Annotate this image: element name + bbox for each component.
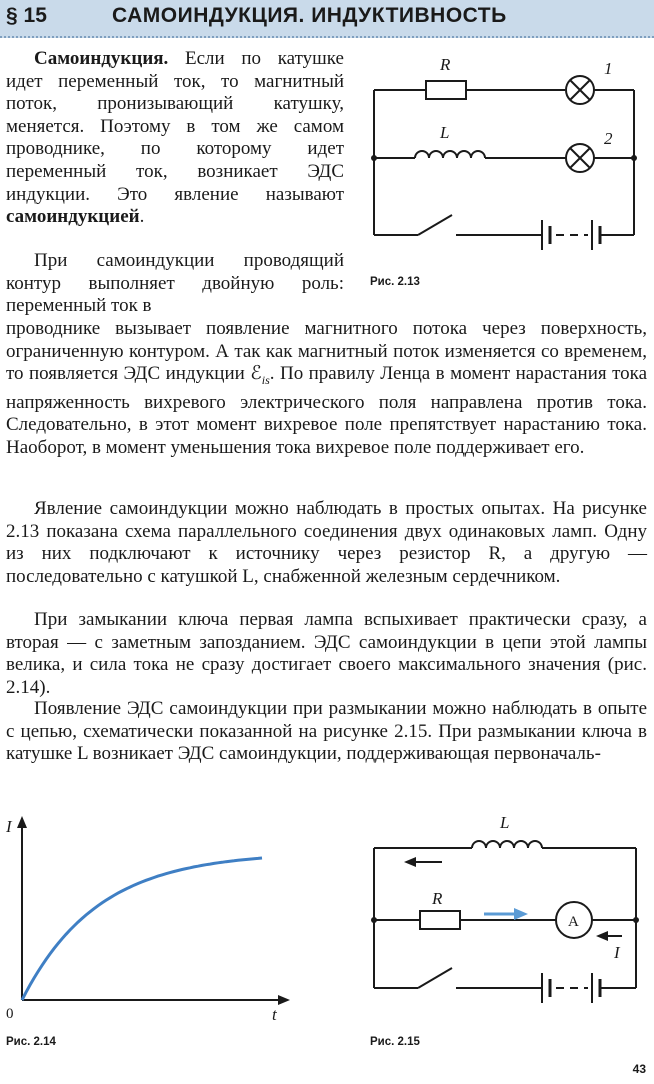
axis-label-t: t — [272, 1005, 277, 1024]
paragraph-experiment — [6, 498, 647, 588]
paragraph-text: . По правилу Ленца в момент нарастания тока напряженность вихревого электрического поля направлена против тока. Следовательно, в этот момент вихревое поле препятствует нарастанию тока. Наоборот, в момент уменьшения тока вихревое поле поддерживает его. — [6, 363, 647, 458]
figure-2-13-circuit — [360, 50, 650, 260]
key-switch — [418, 968, 452, 988]
paragraph-self-induction — [6, 48, 344, 229]
paragraph-text: Появление ЭДС самоиндукции при размыкании можно наблюдать в опыте с цепью, схематически показанной на рисунке 2.15. При размыкании ключа в катушке L возникает ЭДС самоиндукции, поддерживающая первоначаль- — [6, 698, 647, 765]
paragraph-text: проводнике вызывает появление магнитного потока через поверхность, ограниченную контуром. А так как магнитный поток изменяется со временем, то появляется ЭДС индукции ℰ — [6, 318, 647, 385]
paragraph-dual-role-cont — [6, 318, 647, 459]
inductor-L — [415, 151, 485, 158]
caption-fig-2-13: Рис. 2.13 — [370, 276, 420, 288]
figure-2-15-circuit — [360, 810, 650, 1020]
paragraph-dual-role-start — [6, 250, 344, 318]
paragraph-key-close — [6, 609, 647, 699]
paragraph-text: При замыкании ключа первая лампа вспыхивает практически сразу, а вторая — с заметным запозданием. ЭДС самоиндукции в цепи этой лампы велика, и сила тока не сразу достигает своего максимального значения (рис. 2.14). — [6, 609, 647, 698]
label-R: R — [440, 55, 451, 74]
paragraph-text: Явление самоиндукции можно наблюдать в простых опытах. На рисунке 2.13 показана схема параллельного соединения двух одинаковых ламп. Одну из них подключают к источнику через резистор R, а другую — последовательно с катушкой L, снабженной железным сердечником. — [6, 498, 647, 587]
label-lamp-1: 1 — [604, 59, 613, 78]
term-self-induction-2: самоиндукцией — [6, 206, 140, 228]
paragraph-key-open — [6, 698, 647, 766]
caption-fig-2-15: Рис. 2.15 — [370, 1036, 420, 1048]
resistor-R — [426, 81, 466, 99]
paragraph-text: . — [139, 206, 145, 228]
emf-subscript: is — [261, 372, 270, 387]
term-self-induction: Самоиндукция. — [34, 48, 169, 69]
key-switch — [418, 215, 452, 235]
arrow-current-icon — [596, 931, 608, 941]
paragraph-text: При самоиндукции проводящий контур выполняет двойную роль: переменный ток в — [6, 250, 344, 317]
label-current-I: I — [614, 943, 620, 962]
label-ammeter: A — [568, 914, 579, 930]
origin-label: 0 — [6, 1006, 14, 1022]
label-L: L — [440, 123, 450, 142]
section-number: § 15 — [6, 4, 47, 27]
label-R: R — [432, 889, 443, 908]
axis-label-I: I — [6, 817, 12, 836]
paragraph-text: Если по катушке идет переменный ток, то магнитный поток, пронизывающий катушку, меняется. Поэтому в том же самом проводнике, по которому идет переменный ток, возникает ЭДС индукции. Это явление называют — [6, 48, 344, 205]
inductor-L — [472, 841, 542, 848]
label-lamp-2: 2 — [604, 129, 613, 148]
figure-2-14-graph — [0, 812, 300, 1022]
blue-arrow-icon — [514, 908, 528, 920]
label-L: L — [500, 813, 510, 832]
caption-fig-2-14: Рис. 2.14 — [6, 1036, 56, 1048]
page-number: 43 — [632, 1062, 646, 1076]
section-header — [0, 0, 654, 38]
resistor-R — [420, 911, 460, 929]
section-title: САМОИНДУКЦИЯ. ИНДУКТИВНОСТЬ — [112, 4, 507, 27]
arrow-left-icon — [404, 857, 416, 867]
current-curve — [22, 858, 262, 1000]
